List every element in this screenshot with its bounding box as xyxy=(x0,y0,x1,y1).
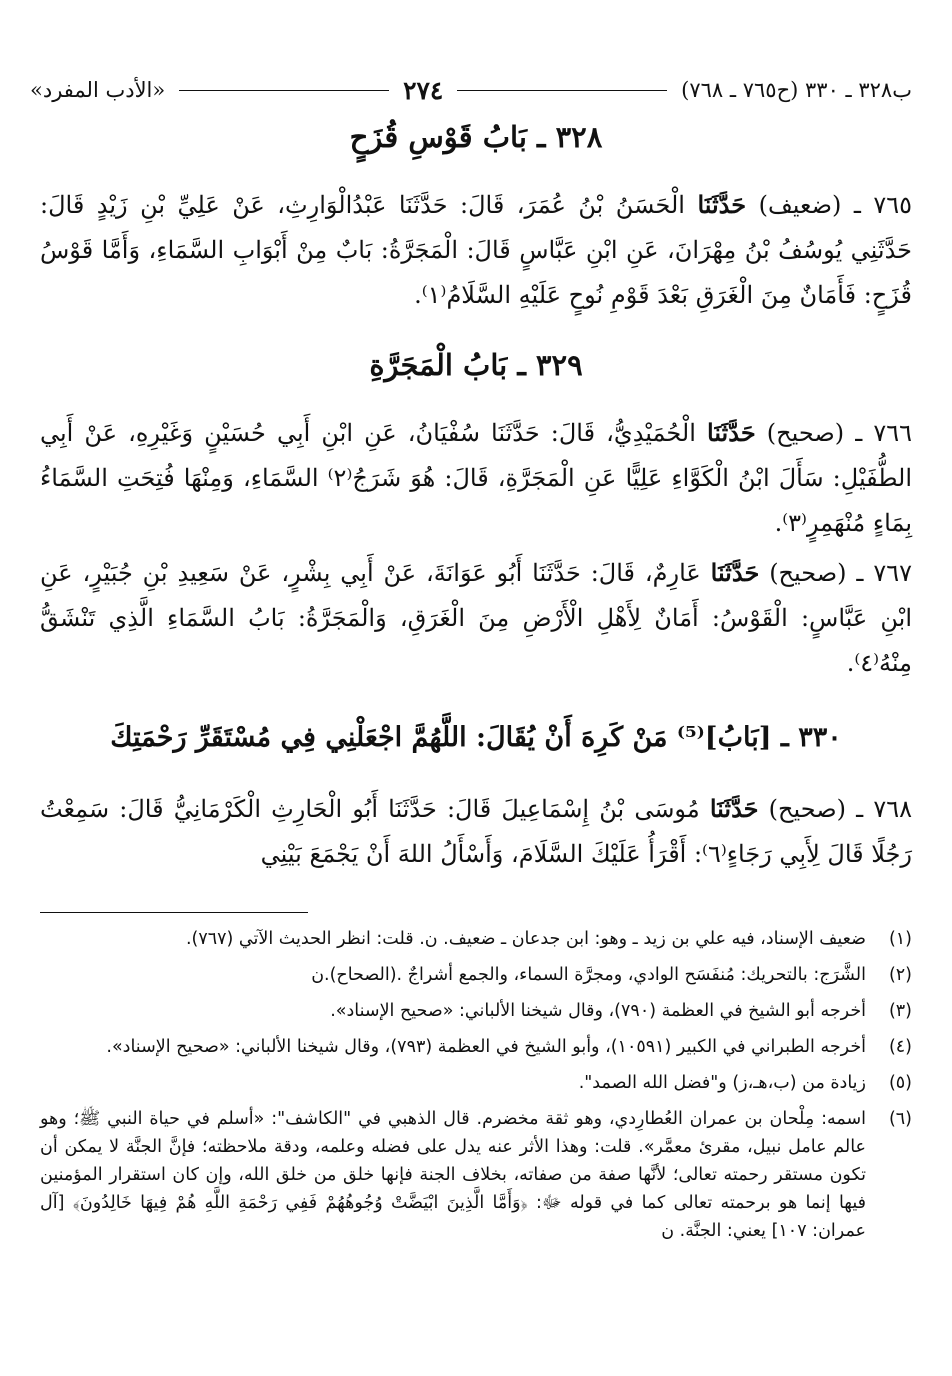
footnotes xyxy=(40,925,912,1253)
hadith-766 xyxy=(40,410,912,546)
hadith-grade: (صحيح) xyxy=(769,559,847,587)
hadith-767 xyxy=(40,550,912,686)
hadith-grade: (ضعيف) xyxy=(758,191,842,219)
hadith-number: ٧٦٧ ـ xyxy=(856,559,913,587)
header-rule-right xyxy=(457,90,667,91)
footnote-text: الشَّرَج: بالتحريك: مُنفَسَح الوادي، ومجرَّة السماء، والجمع أشراجٌ .(الصحاح).ن xyxy=(311,965,866,985)
hadith-text: الْحُمَيْدِيُّ، قَالَ: حَدَّثَنَا سُفْيَانُ، عَنِ ابْنِ أَبِي حُسَيْنٍ وَغَيْرِهِ، عَنْ أَبِي الطُّفَيْلِ: سَأَلَ ابْنُ الْكَوَّاءِ عَلِيًّا عَنِ الْمَجَرَّةِ، قَالَ: هُوَ شَرَجُ⁽٢⁾ السَّمَاءِ، وَمِنْهَا فُتِحَتِ السَّمَاءُ بِمَاءٍ مُنْهَمِرٍ⁽٣⁾. xyxy=(40,419,912,537)
footnote-text: أخرجه الطبراني في الكبير (١٠٥٩١)، وأبو الشيخ في العظمة (٧٩٣)، وقال شيخنا الألباني: «صحيح الإسناد». xyxy=(106,1037,866,1057)
header-rule-left xyxy=(179,90,389,91)
footnote-separator xyxy=(40,912,308,913)
footnote-number: (٦) xyxy=(888,1109,912,1129)
footnote-number: (٤) xyxy=(888,1037,912,1057)
footnote-number: (٥) xyxy=(888,1073,912,1093)
hadith-number: ٧٦٦ ـ xyxy=(855,419,912,447)
footnote-text: أخرجه أبو الشيخ في العظمة (٧٩٠)، وقال شيخنا الألباني: «صحيح الإسناد». xyxy=(330,1001,866,1021)
hadith-number: ٧٦٥ ـ xyxy=(853,191,912,219)
chapter-title-330: ٣٣٠ ـ [بَابُ]⁽⁵⁾ مَنْ كَرِهَ أَنْ يُقَالَ: اللَّهُمَّ اجْعَلْنِي فِي مُسْتَقَرِّ رَحْمَتِكَ xyxy=(110,722,842,753)
running-header xyxy=(30,70,912,110)
footnote-number: (١) xyxy=(888,929,912,949)
hadith-verb: حَدَّثَنَا xyxy=(707,418,756,447)
page-number: ٢٧٤ xyxy=(403,75,444,105)
hadith-verb: حَدَّثَنَا xyxy=(697,190,747,219)
header-book-title: «الأدب المفرد» xyxy=(30,78,166,102)
footnote-text: ضعيف الإسناد، فيه علي بن زيد ـ وهو: ابن جدعان ـ ضعيف. ن. قلت: انظر الحديث الآتي (٧٦٧). xyxy=(185,929,866,949)
footnote-5 xyxy=(40,1069,912,1097)
hadith-768 xyxy=(40,786,912,877)
hadith-text: الْحَسَنُ بْنُ عُمَرَ، قَالَ: حَدَّثَنَا عَبْدُالْوَارِثِ، عَنْ عَلِيِّ بْنِ زَيْدٍ قَالَ: حَدَّثَنِي يُوسُفُ بْنُ مِهْرَانَ، عَنِ ابْنِ عَبَّاسٍ قَالَ: الْمَجَرَّةُ: بَابٌ مِنْ أَبْوَابِ السَّمَاءِ، وَأَمَّا قَوْسُ قُزَحٍ: فَأَمَانٌ مِنَ الْغَرَقِ بَعْدَ قَوْمِ نُوحٍ عَلَيْهِ السَّلَامُ⁽١⁾. xyxy=(40,191,913,309)
footnote-text: اسمه: مِلْحان بن عمران العُطارِدي، وهو ثقة مخضرم. قال الذهبي في "الكاشف": «أسلم في حياة النبي ﷺ؛ وهو عالم عامل نبيل، مقرئ معمَّر». قلت: وهذا الأثر عنه يدل على فضله وعلمه، ودقة ملاحظته؛ فإنَّ الجنَّة لا يمكن أن تكون مستقر رحمته تعالى؛ لأنَّها صفة من صفاته، بخلاف الجنة فإنها خلق من خلق الله، وإن كان استقرار المؤمنين فيها إنما هو برحمته تعالى كما في قوله ﷻ: ﴿وَأَمَّا الَّذِينَ ابْيَضَّتْ وُجُوهُهُمْ فَفِي رَحْمَةِ اللَّهِ هُمْ فِيهَا خَالِدُونَ﴾ [آل عمران: ١٠٧] يعني: الجنَّة. ن xyxy=(40,1109,866,1241)
header-section-range: ب٣٢٨ ـ ٣٣٠ (ح٧٦٥ ـ ٧٦٨) xyxy=(681,78,912,102)
footnote-number: (٢) xyxy=(888,965,912,985)
chapter-title-328: ٣٢٨ ـ بَابُ قَوْسِ قُزَحٍ xyxy=(349,120,603,154)
footnote-2 xyxy=(40,961,912,989)
footnote-6 xyxy=(40,1105,912,1245)
footnote-4 xyxy=(40,1033,912,1061)
footnote-1 xyxy=(40,925,912,953)
hadith-grade: (صحيح) xyxy=(766,419,845,447)
footnote-number: (٣) xyxy=(888,1001,912,1021)
footnote-3 xyxy=(40,997,912,1025)
hadith-verb: حَدَّثَنَا xyxy=(709,794,759,823)
hadith-text: مُوسَى بْنُ إِسْمَاعِيلَ قَالَ: حَدَّثَنَا أَبُو الْحَارِثِ الْكَرْمَانِيُّ قَالَ: سَمِعْتُ رَجُلًا قَالَ لِأَبِي رَجَاءٍ⁽٦⁾: أَقْرَأُ عَلَيْكَ السَّلَامَ، وَأَسْأَلُ اللهَ أَنْ يَجْمَعَ بَيْنِي xyxy=(40,795,912,868)
hadith-number: ٧٦٨ ـ xyxy=(856,795,912,823)
hadith-grade: (صحيح) xyxy=(768,795,846,823)
chapter-title-329: ٣٢٩ ـ بَابُ الْمَجَرَّةِ xyxy=(369,348,583,382)
hadith-765 xyxy=(40,182,912,318)
footnote-text: زيادة من (ب،هـ،ز) و"فضل الله الصمد". xyxy=(578,1073,866,1093)
hadith-verb: حَدَّثَنَا xyxy=(710,558,760,587)
hadith-text: عَارِمٌ، قَالَ: حَدَّثَنَا أَبُو عَوَانَةَ، عَنْ أَبِي بِشْرٍ، عَنْ سَعِيدِ بْنِ جُبَيْرٍ، عَنِ ابْنِ عَبَّاسٍ: الْقَوْسُ: أَمَانٌ لِأَهْلِ الْأَرْضِ مِنَ الْغَرَقِ، وَالْمَجَرَّةُ: بَابُ السَّمَاءِ الَّذِي تَنْشَقُّ مِنْهُ⁽٤⁾. xyxy=(40,559,912,677)
